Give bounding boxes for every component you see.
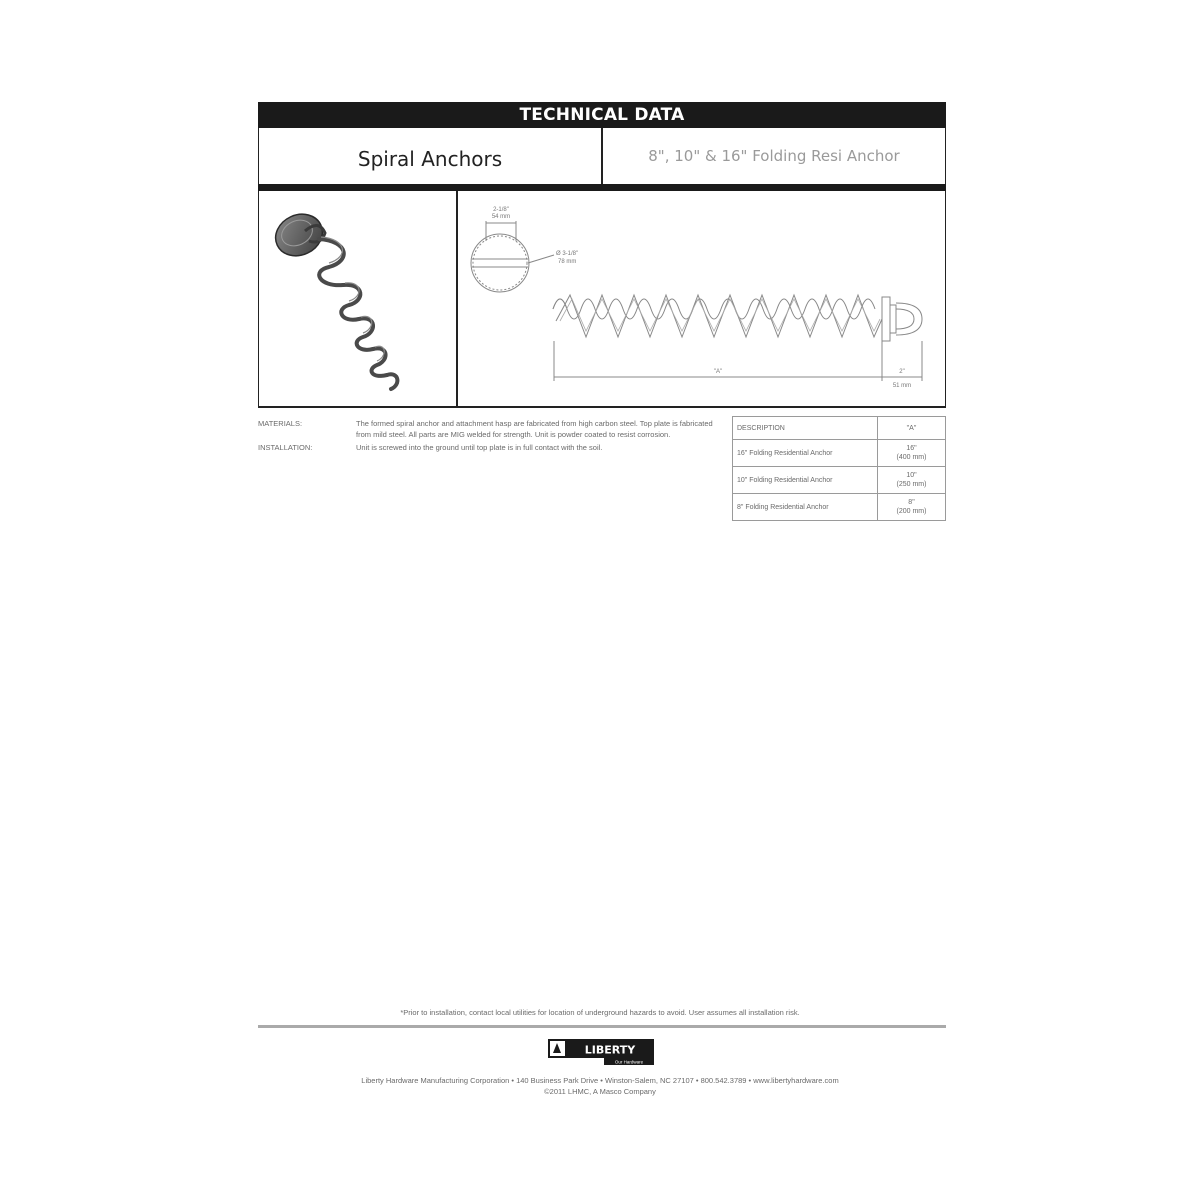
description-header: DESCRIPTION [733,417,878,440]
installation-label: INSTALLATION: [258,443,313,452]
materials-label: MATERIALS: [258,419,303,428]
length-a-label: "A" [713,369,723,375]
table-row [733,440,946,467]
technical-data-header: TECHNICAL DATA [258,102,946,128]
row-value-mm: (250 mm) [896,481,927,488]
installation-text: Unit is screwed into the ground until top plate is in full contact with the soil. [356,443,603,452]
info-section [258,418,728,455]
row-value [878,494,946,521]
image-row [258,191,946,408]
liberty-logo-icon [548,1039,654,1065]
product-photo [259,191,456,406]
row-value-mm: (400 mm) [896,454,927,461]
row-value-in: 10" [906,472,917,479]
eye-length-mm-label: 51 mm [892,383,912,389]
installation-disclaimer: *Prior to installation, contact local utilities for location of underground hazards to avoid. User assumes all installation risk. [400,1008,800,1017]
table-row [733,467,946,494]
title-row [258,128,946,185]
row-value-in: 16" [906,445,917,452]
row-value-mm: (200 mm) [896,508,927,515]
materials-row [258,418,728,440]
table-row [733,494,946,521]
diameter-inch-label: Ø 3-1/8" [556,251,579,257]
spiral-anchor-photo-icon [259,191,456,406]
row-value [878,440,946,467]
row-description: 10" Folding Residential Anchor [733,467,878,494]
company-address: Liberty Hardware Manufacturing Corporation • 140 Business Park Drive • Winston-Salem, NC 27107 • 800.542.3789 • www.libertyhardware.com [361,1076,839,1085]
spec-table [732,416,946,521]
spec-table-header-row [733,417,946,440]
materials-text: The formed spiral anchor and attachment hasp are fabricated from high carbon steel. Top plate is fabricated from mild steel. All parts are MIG welded for strength. Unit is powder coated to resist corrosion. [356,419,713,439]
logo-wordmark: LIBERTY [584,1043,636,1057]
a-header: "A" [878,417,946,440]
footer-rule [258,1025,946,1028]
product-name: Spiral Anchors [357,147,503,171]
row-description: 8" Folding Residential Anchor [733,494,878,521]
anchor-drawing-diagram [458,191,945,406]
technical-drawing [458,191,945,406]
copyright: ©2011 LHMC, A Masco Company [544,1087,656,1096]
product-variant: 8", 10" & 16" Folding Resi Anchor [648,147,900,165]
section-rule [258,184,946,191]
logo-tagline: Our Hardware [614,1059,644,1065]
installation-row [258,442,728,453]
row-value-in: 8" [908,499,915,506]
liberty-logo [548,1039,654,1065]
plate-width-mm-label: 54 mm [491,214,511,220]
row-description: 16" Folding Residential Anchor [733,440,878,467]
diameter-mm-label: 78 mm [558,259,577,265]
plate-width-inch-label: 2-1/8" [493,207,509,213]
eye-length-inch-label: 2" [899,369,905,375]
row-value [878,467,946,494]
